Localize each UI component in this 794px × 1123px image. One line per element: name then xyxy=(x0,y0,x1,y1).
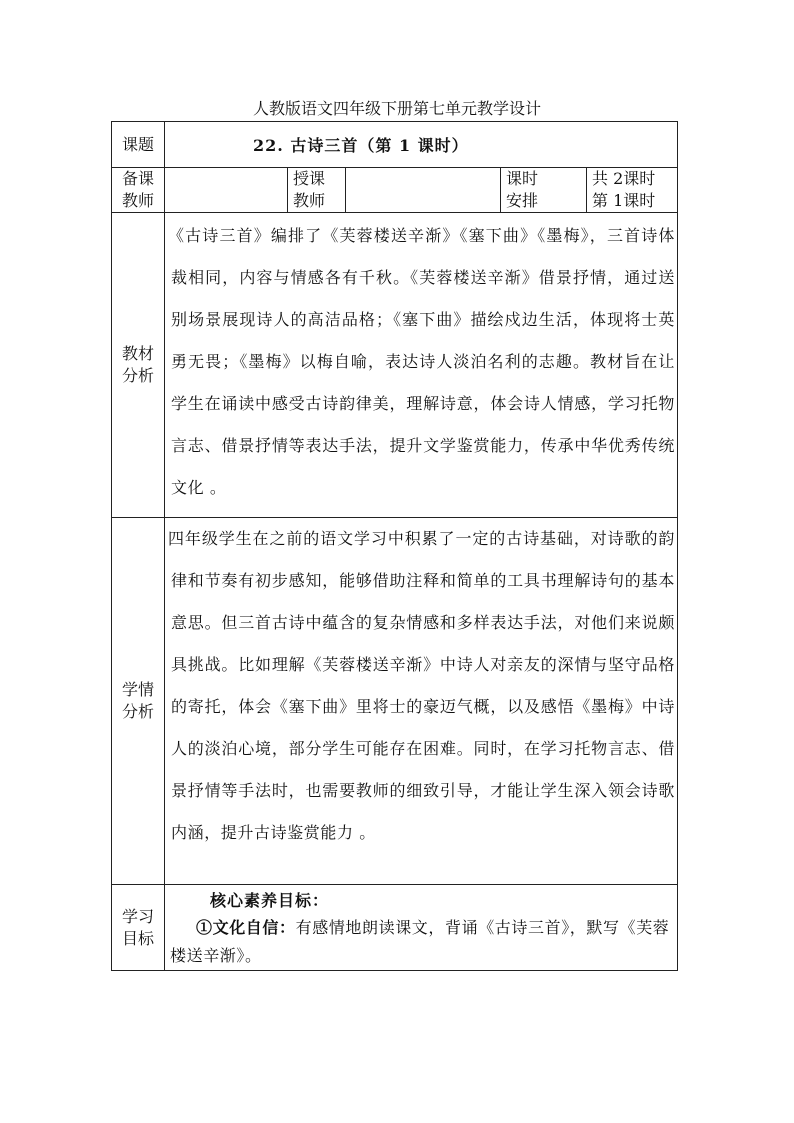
schedule-value xyxy=(587,168,678,213)
teaching-teacher-label: 授课 教师 xyxy=(288,168,346,213)
teaching-teacher-value xyxy=(346,168,501,213)
schedule-label: 课时 安排 xyxy=(501,168,587,213)
learning-goal-item xyxy=(170,914,672,970)
learner-analysis-label: 学情 分析 xyxy=(112,518,165,885)
topic-label: 课题 xyxy=(112,122,165,168)
learner-analysis-text: 四年级学生在之前的语文学习中积累了一定的古诗基础，对诗歌的韵律和节奏有初步感知，能够借助注释和简单的工具书理解诗句的基本意思。但三首古诗中蕴含的复杂情感和多样表达手法，对他们来说颇具挑战。比如理解《芙蓉楼送辛渐》中诗人对亲友的深情与坚守品格的寄托，体会《塞下曲》里将士的豪迈气概，以及感悟《墨梅》中诗人的淡泊心境，部分学生可能存在困难。同时，在学习托物言志、借景抒情等手法时，也需要教师的细致引导，才能让学生深入领会诗歌内涵，提升古诗鉴赏能力 。 xyxy=(168,529,675,842)
learning-goals-row xyxy=(112,885,678,971)
schedule-current: 第 1课时 xyxy=(592,191,656,210)
learning-goals-heading: 核心素养目标： xyxy=(210,891,330,910)
meta-row xyxy=(112,168,678,213)
learning-goals-cell xyxy=(165,885,678,971)
material-analysis-cell xyxy=(165,213,678,518)
lesson-plan-table xyxy=(111,121,678,971)
learner-analysis-cell xyxy=(165,518,678,885)
prep-teacher-value xyxy=(165,168,288,213)
learning-goal-item-text: 有感情地朗读课文，背诵《古诗三首》，默写《芙蓉楼送辛渐》。 xyxy=(170,918,670,965)
document-title: 人教版语文四年级下册第七单元教学设计 xyxy=(252,99,541,118)
topic-value: 22. 古诗三首（第 1 课时） xyxy=(165,122,678,168)
material-analysis-row xyxy=(112,213,678,518)
learning-goal-item-prefix: ①文化自信： xyxy=(196,918,296,937)
learner-analysis-row xyxy=(112,518,678,885)
material-analysis-label: 教材 分析 xyxy=(112,213,165,518)
schedule-total: 共 2课时 xyxy=(592,169,656,188)
prep-teacher-label: 备课 教师 xyxy=(112,168,165,213)
topic-row xyxy=(112,122,678,168)
learning-goals-label: 学习 目标 xyxy=(112,885,165,971)
material-analysis-text: 《古诗三首》编排了《芙蓉楼送辛渐》《塞下曲》《墨梅》，三首诗体裁相同，内容与情感各有千秋。《芙蓉楼送辛渐》借景抒情，通过送别场景展现诗人的高洁品格；《塞下曲》描绘戍边生活，体现将士英勇无畏；《墨梅》以梅自喻，表达诗人淡泊名利的志趣。教材旨在让学生在诵读中感受古诗韵律美，理解诗意，体会诗人情感，学习托物言志、借景抒情等表达手法，提升文学鉴赏能力，传承中华优秀传统文化 。 xyxy=(168,226,675,497)
